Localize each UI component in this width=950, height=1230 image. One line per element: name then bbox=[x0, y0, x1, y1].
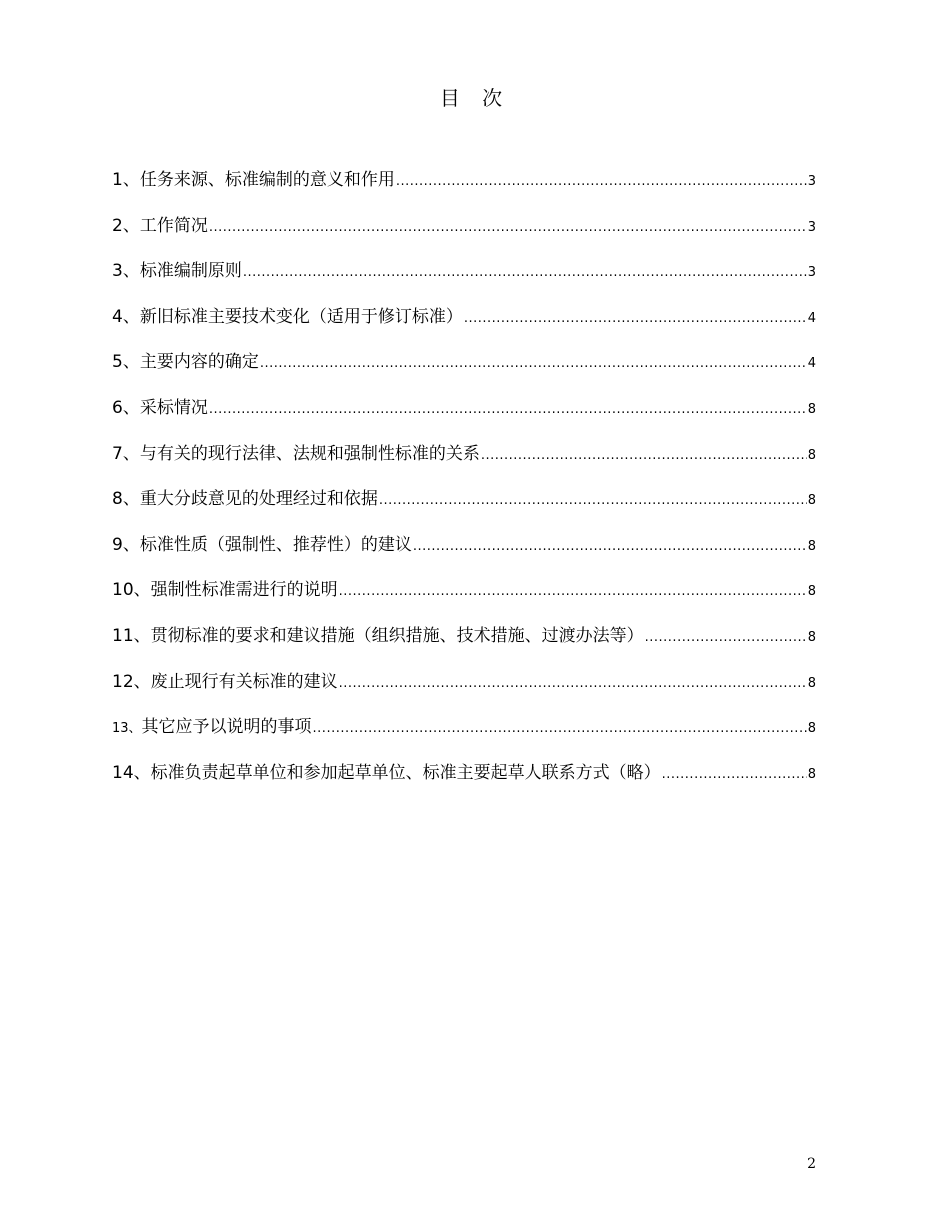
toc-entry-label: 标准负责起草单位和参加起草单位、标准主要起草人联系方式（略） bbox=[150, 762, 661, 783]
toc-entry[interactable] bbox=[112, 348, 816, 394]
toc-entry-number: 9、 bbox=[112, 534, 140, 555]
toc-entry-label: 其它应予以说明的事项 bbox=[141, 717, 312, 738]
toc-leader-dots bbox=[464, 305, 807, 333]
toc-entry-number: 2、 bbox=[112, 215, 140, 236]
toc-leader-dots bbox=[243, 259, 807, 287]
toc-entry-label: 重大分歧意见的处理经过和依据 bbox=[139, 489, 378, 510]
toc-entry-number: 4、 bbox=[112, 306, 140, 327]
toc-entry[interactable] bbox=[112, 713, 816, 759]
toc-leader-dots bbox=[379, 487, 807, 515]
toc-entry-label: 贯彻标准的要求和建议措施（组织措施、技术措施、过渡办法等） bbox=[150, 625, 644, 646]
toc-entry-page: 8 bbox=[807, 721, 816, 737]
toc-entry-page: 8 bbox=[807, 675, 816, 691]
toc-entry-label: 新旧标准主要技术变化（适用于修订标准） bbox=[139, 306, 463, 327]
toc-leader-dots bbox=[396, 168, 807, 196]
toc-entry-label: 标准编制原则 bbox=[139, 261, 242, 282]
toc-entry-page: 8 bbox=[807, 629, 816, 645]
toc-entry-page: 8 bbox=[807, 766, 816, 782]
toc-entry-label: 采标情况 bbox=[139, 397, 208, 418]
toc-entry-label: 工作简况 bbox=[139, 215, 208, 236]
toc-entry-page: 3 bbox=[807, 219, 816, 235]
toc-entry-page: 4 bbox=[807, 310, 816, 326]
page-number: 2 bbox=[807, 1156, 816, 1172]
toc-entry[interactable] bbox=[112, 622, 816, 668]
toc-entry-number: 14、 bbox=[112, 762, 151, 783]
toc-entry-page: 8 bbox=[807, 401, 816, 417]
toc-entry-number: 5、 bbox=[112, 352, 140, 373]
toc-entry-number: 8、 bbox=[112, 489, 140, 510]
toc-entry-label: 标准性质（强制性、推荐性）的建议 bbox=[139, 534, 412, 555]
toc-entry[interactable] bbox=[112, 166, 816, 212]
toc-entry[interactable] bbox=[112, 531, 816, 577]
toc-entry-number: 10、 bbox=[112, 580, 151, 601]
toc-leader-dots bbox=[339, 670, 807, 698]
toc-entry-number: 3、 bbox=[112, 261, 140, 282]
toc-entry-page: 3 bbox=[807, 265, 816, 281]
toc-leader-dots bbox=[339, 578, 807, 606]
toc-entry[interactable] bbox=[112, 394, 816, 440]
table-of-contents bbox=[112, 166, 816, 804]
toc-entry[interactable] bbox=[112, 257, 816, 303]
toc-entry-page: 3 bbox=[807, 174, 816, 189]
toc-entry-page: 8 bbox=[807, 493, 816, 509]
toc-leader-dots bbox=[313, 715, 807, 743]
toc-entry[interactable] bbox=[112, 576, 816, 622]
toc-leader-dots bbox=[662, 761, 807, 789]
toc-entry-number: 11、 bbox=[112, 625, 151, 646]
toc-leader-dots bbox=[260, 350, 807, 378]
toc-entry-label: 主要内容的确定 bbox=[139, 352, 259, 373]
toc-entry-number: 6、 bbox=[112, 397, 140, 418]
toc-entry-number: 1、 bbox=[112, 170, 140, 190]
toc-leader-dots bbox=[413, 533, 807, 561]
toc-entry-page: 4 bbox=[807, 356, 816, 372]
toc-entry-number: 13、 bbox=[112, 721, 142, 737]
toc-leader-dots bbox=[645, 624, 807, 652]
toc-leader-dots bbox=[209, 214, 807, 242]
toc-entry-label: 强制性标准需进行的说明 bbox=[150, 580, 338, 601]
toc-entry[interactable] bbox=[112, 440, 816, 486]
toc-entry[interactable] bbox=[112, 303, 816, 349]
toc-entry-label: 与有关的现行法律、法规和强制性标准的关系 bbox=[139, 443, 480, 464]
toc-leader-dots bbox=[481, 442, 807, 470]
toc-entry-label: 任务来源、标准编制的意义和作用 bbox=[139, 170, 395, 190]
toc-entry[interactable] bbox=[112, 668, 816, 714]
toc-entry[interactable] bbox=[112, 485, 816, 531]
toc-leader-dots bbox=[209, 396, 807, 424]
toc-entry-number: 12、 bbox=[112, 671, 151, 692]
toc-entry-number: 7、 bbox=[112, 443, 140, 464]
page-title: 目 次 bbox=[439, 86, 511, 110]
toc-entry-label: 废止现行有关标准的建议 bbox=[150, 671, 338, 692]
toc-entry-page: 8 bbox=[807, 447, 816, 463]
toc-entry-page: 8 bbox=[807, 538, 816, 554]
toc-entry-page: 8 bbox=[807, 584, 816, 600]
toc-entry[interactable] bbox=[112, 759, 816, 805]
toc-entry[interactable] bbox=[112, 212, 816, 258]
